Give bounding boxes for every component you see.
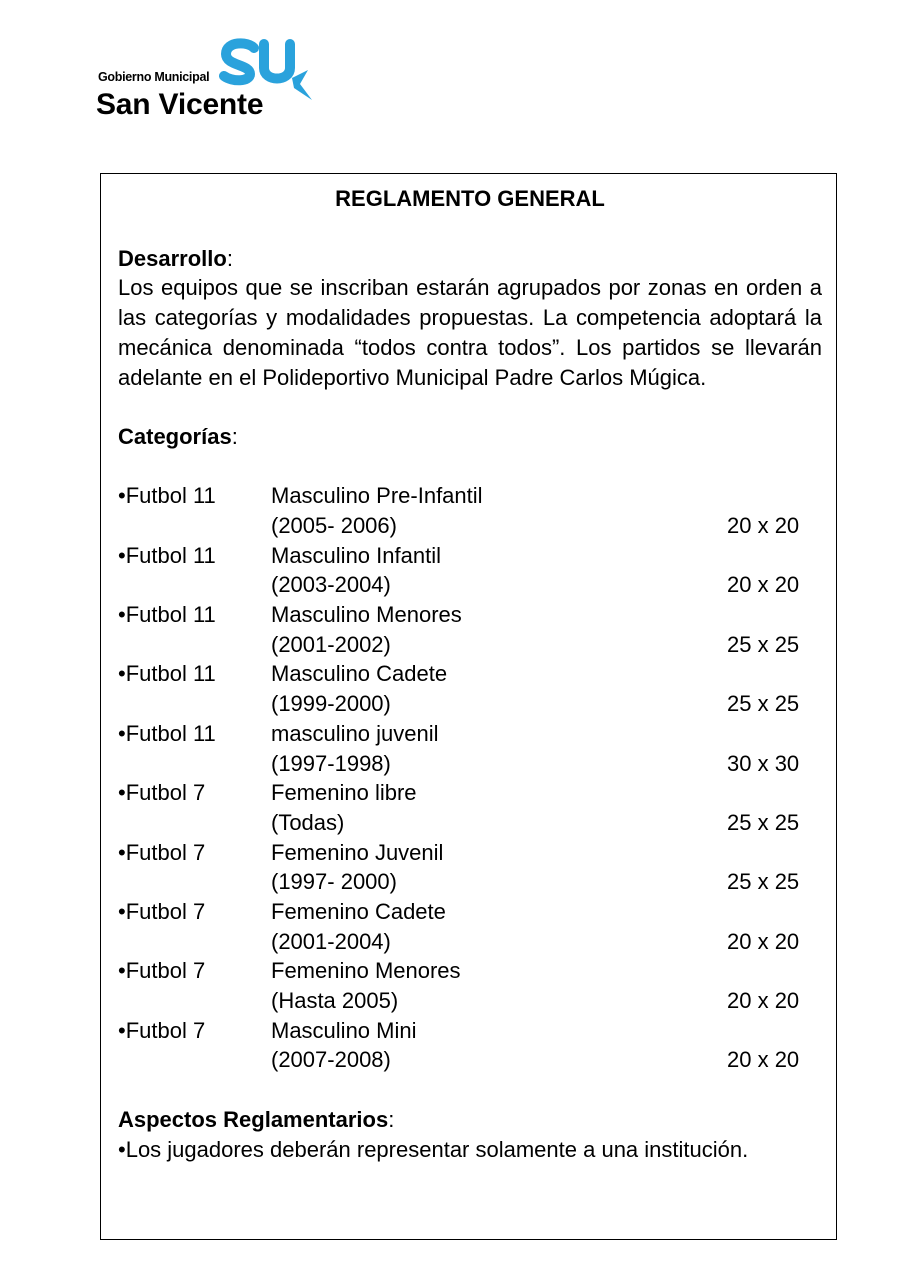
category-years: (2001-2004) [271, 928, 391, 954]
aspectos-paragraph: •Los jugadores deberán representar solamente a una institución. [118, 1136, 749, 1162]
category-name: Masculino Mini [271, 1017, 417, 1043]
category-name: Masculino Cadete [271, 661, 448, 687]
category-size: 25 x 25 [727, 809, 800, 835]
category-size: 25 x 25 [727, 691, 800, 717]
category-size: 20 x 20 [727, 512, 800, 538]
category-item [118, 1016, 822, 1075]
category-size: 20 x 20 [727, 988, 800, 1014]
category-sport: •Futbol 11 [118, 542, 216, 568]
category-name: Femenino Menores [271, 958, 461, 984]
category-sport: •Futbol 11 [118, 602, 216, 628]
category-years: (2003-2004) [271, 572, 391, 598]
municipal-logo [96, 38, 326, 128]
desarrollo-paragraph: Los equipos que se inscriban estarán agrupados por zonas en orden a las categorías y modalidades propuestas. La competencia adoptará la mecánica denominada “todos contra todos”. Los partidos se llevarán adelante en el Polideportivo Municipal Padre Carlos Múgica. [118, 275, 822, 390]
section-heading-aspectos: Aspectos Reglamentarios: [118, 1106, 395, 1132]
category-years: (1997-1998) [271, 750, 391, 776]
category-years: (1999-2000) [271, 691, 391, 717]
category-item [118, 600, 822, 659]
category-sport: •Futbol 7 [118, 1017, 206, 1043]
category-item [118, 541, 822, 600]
category-item [118, 719, 822, 778]
category-sport: •Futbol 11 [118, 720, 216, 746]
category-size: 20 x 20 [727, 572, 800, 598]
document-title: REGLAMENTO GENERAL [335, 186, 605, 211]
category-item [118, 838, 822, 897]
logo-small-text: Gobierno Municipal [98, 70, 210, 84]
category-name: masculino juvenil [271, 720, 439, 746]
category-years: (Todas) [271, 809, 345, 835]
category-sport: •Futbol 7 [118, 899, 206, 925]
category-years: (2005- 2006) [271, 512, 397, 538]
category-years: (Hasta 2005) [271, 988, 399, 1014]
category-sport: •Futbol 7 [118, 780, 206, 806]
category-item [118, 659, 822, 718]
category-name: Masculino Pre-Infantil [271, 483, 483, 509]
category-size: 25 x 25 [727, 631, 800, 657]
category-sport: •Futbol 11 [118, 661, 216, 687]
category-years: (2007-2008) [271, 1047, 391, 1073]
category-size: 20 x 20 [727, 1047, 800, 1073]
category-item [118, 956, 822, 1015]
regulation-content [118, 184, 822, 1164]
category-name: Masculino Infantil [271, 542, 441, 568]
category-size: 20 x 20 [727, 928, 800, 954]
category-sport: •Futbol 11 [118, 483, 216, 509]
categories-list [118, 481, 822, 1075]
section-heading-desarrollo: Desarrollo: [118, 245, 233, 271]
category-name: Masculino Menores [271, 602, 462, 628]
category-size: 25 x 25 [727, 869, 800, 895]
category-item [118, 778, 822, 837]
section-heading-categorias: Categorías: [118, 423, 238, 449]
category-sport: •Futbol 7 [118, 839, 206, 865]
category-years: (2001-2002) [271, 631, 391, 657]
category-item [118, 897, 822, 956]
category-years: (1997- 2000) [271, 869, 397, 895]
category-name: Femenino libre [271, 780, 417, 806]
category-item [118, 481, 822, 540]
logo-big-text: San Vicente [96, 88, 264, 121]
category-name: Femenino Cadete [271, 899, 446, 925]
category-name: Femenino Juvenil [271, 839, 444, 865]
category-size: 30 x 30 [727, 750, 800, 776]
regulation-box [100, 173, 837, 1240]
category-sport: •Futbol 7 [118, 958, 206, 984]
